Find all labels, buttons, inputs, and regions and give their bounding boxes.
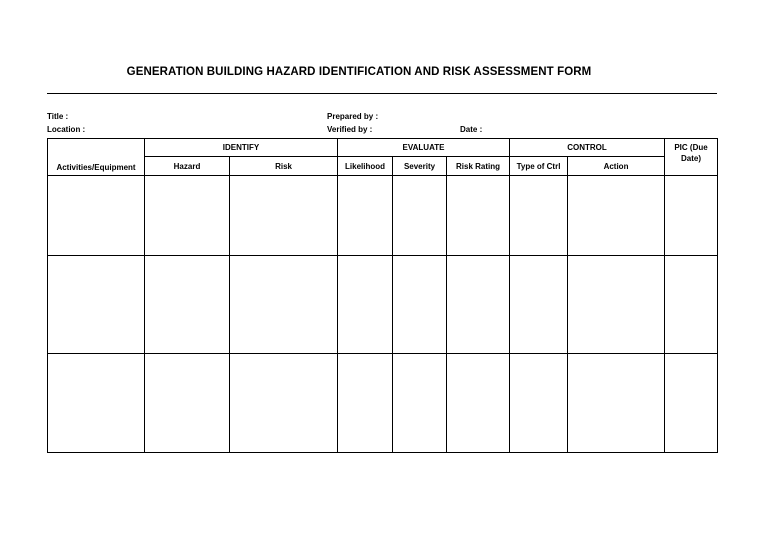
col-header-risk-rating: Risk Rating: [447, 157, 510, 176]
title-divider: [47, 93, 717, 94]
cell-type-of-ctrl[interactable]: [510, 176, 568, 256]
cell-activities[interactable]: [48, 256, 145, 354]
cell-pic[interactable]: [665, 256, 718, 354]
date-label: Date :: [460, 125, 483, 134]
cell-risk[interactable]: [230, 256, 338, 354]
cell-action[interactable]: [568, 354, 665, 453]
group-header-control: CONTROL: [510, 139, 665, 157]
cell-severity[interactable]: [393, 354, 447, 453]
cell-type-of-ctrl[interactable]: [510, 256, 568, 354]
prepared-by-label: Prepared by :: [327, 112, 379, 121]
cell-risk[interactable]: [230, 176, 338, 256]
cell-likelihood[interactable]: [338, 256, 393, 354]
cell-hazard[interactable]: [145, 176, 230, 256]
verified-by-label: Verified by :: [327, 125, 373, 134]
col-header-severity: Severity: [393, 157, 447, 176]
cell-type-of-ctrl[interactable]: [510, 354, 568, 453]
cell-likelihood[interactable]: [338, 354, 393, 453]
group-header-evaluate: EVALUATE: [338, 139, 510, 157]
cell-action[interactable]: [568, 176, 665, 256]
cell-risk[interactable]: [230, 354, 338, 453]
group-header-identify: IDENTIFY: [145, 139, 338, 157]
col-header-hazard: Hazard: [145, 157, 230, 176]
cell-activities[interactable]: [48, 176, 145, 256]
title-label: Title :: [47, 112, 69, 121]
cell-severity[interactable]: [393, 176, 447, 256]
cell-severity[interactable]: [393, 256, 447, 354]
header-row-columns: [48, 157, 718, 176]
col-header-activities: Activities/Equipment: [48, 139, 145, 176]
cell-hazard[interactable]: [145, 354, 230, 453]
cell-hazard[interactable]: [145, 256, 230, 354]
cell-activities[interactable]: [48, 354, 145, 453]
cell-pic[interactable]: [665, 354, 718, 453]
col-header-pic: PIC (Due Date): [665, 139, 718, 176]
col-header-type-of-ctrl: Type of Ctrl: [510, 157, 568, 176]
table-row: [48, 354, 718, 453]
cell-risk-rating[interactable]: [447, 256, 510, 354]
header-row-groups: [48, 139, 718, 157]
risk-assessment-table: [47, 138, 718, 453]
form-title-text: GENERATION BUILDING HAZARD IDENTIFICATION AND RISK ASSESSMENT FORM: [126, 66, 592, 78]
table-row: [48, 256, 718, 354]
cell-risk-rating[interactable]: [447, 176, 510, 256]
location-label: Location :: [47, 125, 86, 134]
col-header-risk: Risk: [230, 157, 338, 176]
form-title: [0, 66, 718, 78]
col-header-likelihood: Likelihood: [338, 157, 393, 176]
cell-pic[interactable]: [665, 176, 718, 256]
col-header-action: Action: [568, 157, 665, 176]
cell-likelihood[interactable]: [338, 176, 393, 256]
cell-action[interactable]: [568, 256, 665, 354]
cell-risk-rating[interactable]: [447, 354, 510, 453]
table-row: [48, 176, 718, 256]
